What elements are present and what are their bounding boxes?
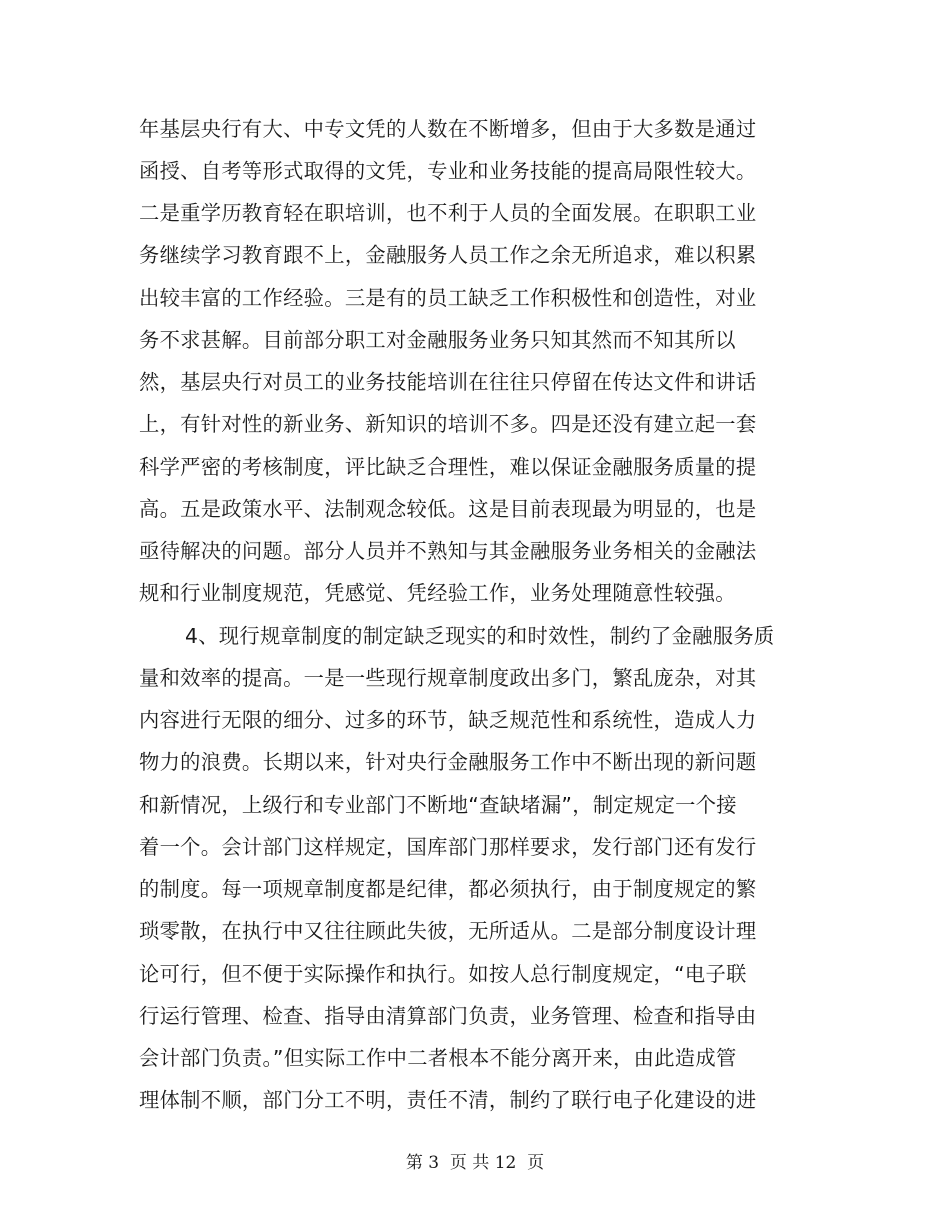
text-line: 二是重学历教育轻在职培训，也不利于人员的全面发展。在职职工业 (139, 201, 757, 225)
paragraph-first-line: 4、现行规章制度的制定缺乏现实的和时效性，制约了金融服务质 (185, 624, 775, 648)
text-line: 然，基层央行对员工的业务技能培训在往往只停留在传达文件和讲话 (139, 370, 757, 394)
text-line: 和新情况，上级行和专业部门不断地“查缺堵漏”，制定规定一个接 (139, 793, 737, 817)
text-line: 年基层央行有大、中专文凭的人数在不断增多，但由于大多数是通过 (139, 117, 757, 141)
text-line: 琐零散，在执行中又往往顾此失彼，无所适从。二是部分制度设计理 (139, 919, 757, 943)
text-line: 务继续学习教育跟不上，金融服务人员工作之余无所追求，难以积累 (139, 243, 757, 267)
text-line: 会计部门负责。”但实际工作中二者根本不能分离开来，由此造成管 (139, 1046, 737, 1070)
text-line: 论可行，但不便于实际操作和执行。如按人总行制度规定，“电子联 (139, 962, 747, 986)
text-line: 科学严密的考核制度，评比缺乏合理性，难以保证金融服务质量的提 (139, 455, 757, 479)
text-line: 量和效率的提高。一是一些现行规章制度政出多门，繁乱庞杂，对其 (139, 666, 757, 690)
text-line: 亟待解决的问题。部分人员并不熟知与其金融服务业务相关的金融法 (139, 539, 757, 563)
text-line: 出较丰富的工作经验。三是有的员工缺乏工作积极性和创造性，对业 (139, 286, 757, 310)
text-line: 规和行业制度规范，凭感觉、凭经验工作，业务处理随意性较强。 (139, 581, 736, 605)
text-line: 函授、自考等形式取得的文凭，专业和业务技能的提高局限性较大。 (139, 159, 757, 183)
text-line: 理体制不顺，部门分工不明，责任不清，制约了联行电子化建设的进 (139, 1088, 757, 1112)
text-line: 着一个。会计部门这样规定，国库部门那样要求，发行部门还有发行 (139, 835, 757, 859)
text-line: 行运行管理、检查、指导由清算部门负责，业务管理、检查和指导由 (139, 1004, 757, 1028)
text-line: 上，有针对性的新业务、新知识的培训不多。四是还没有建立起一套 (139, 412, 757, 436)
text-line: 的制度。每一项规章制度都是纪律，都必须执行，由于制度规定的繁 (139, 877, 757, 901)
text-line: 务不求甚解。目前部分职工对金融服务业务只知其然而不知其所以 (139, 328, 736, 352)
text-line: 高。五是政策水平、法制观念较低。这是目前表现最为明显的，也是 (139, 497, 757, 521)
text-line: 内容进行无限的细分、过多的环节，缺乏规范性和系统性，造成人力 (139, 708, 757, 732)
text-line: 物力的浪费。长期以来，针对央行金融服务工作中不断出现的新问题 (139, 750, 757, 774)
page-footer: 第 3 页 共 12 页 (405, 1153, 545, 1173)
